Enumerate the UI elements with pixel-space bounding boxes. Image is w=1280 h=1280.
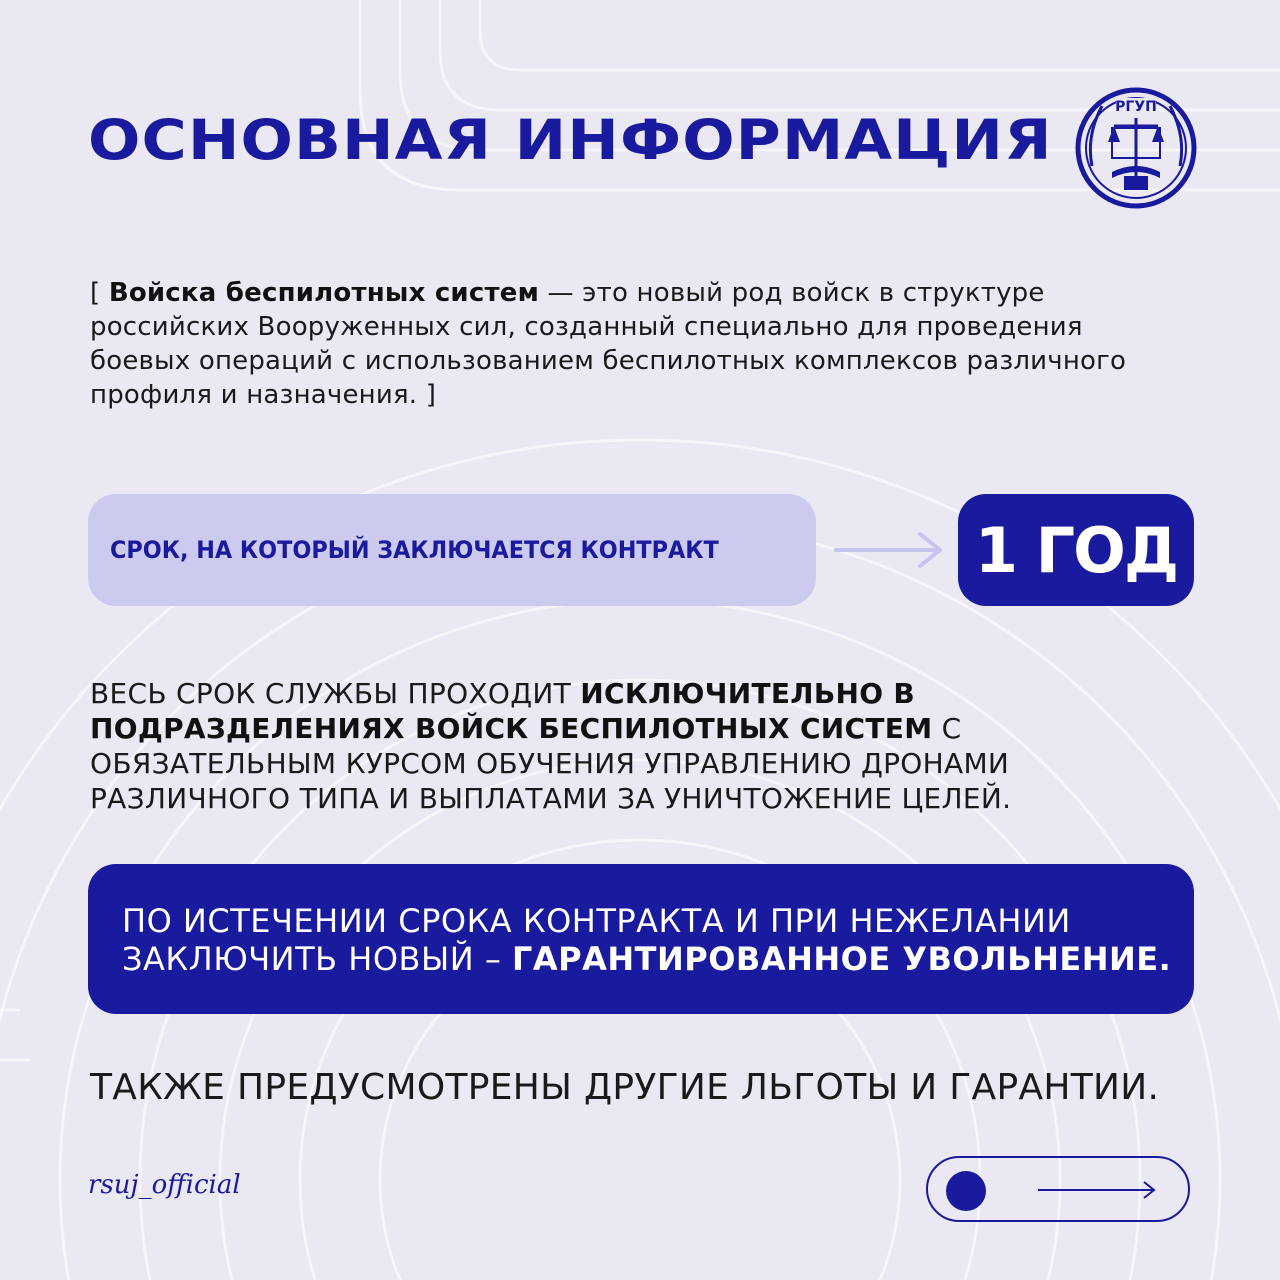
logo-text: РГУП (1115, 99, 1157, 115)
intro-text: — это новый род войск в структуре российских Вооруженных сил, созданный специально для проведения боевых операций с использованием беспилотных комплексов различного профиля и назначения. ] (90, 278, 1127, 410)
page-title: ОСНОВНАЯ ИНФОРМАЦИЯ (88, 108, 1053, 172)
next-slide-icon (1036, 1178, 1158, 1202)
next-slide-button[interactable] (926, 1156, 1190, 1222)
university-logo (1072, 76, 1200, 216)
guarantee-box (88, 864, 1194, 1014)
intro-bold-term: Войска беспилотных систем (108, 278, 540, 308)
guarantee-bold: ГАРАНТИРОВАННОЕ УВОЛЬНЕНИЕ. (512, 940, 1172, 978)
social-handle: rsuj_official (88, 1170, 241, 1200)
contract-term-value-pill (958, 494, 1194, 606)
service-bold: ИСКЛЮЧИТЕЛЬНО В ПОДРАЗДЕЛЕНИЯХ ВОЙСК БЕСПИЛОТНЫХ СИСТЕМ (90, 677, 933, 745)
guarantee-lead: ПО ИСТЕЧЕНИИ СРОКА КОНТРАКТА И ПРИ НЕЖЕЛАНИИ ЗАКЛЮЧИТЬ НОВЫЙ – (122, 902, 1071, 978)
benefits-note: ТАКЖЕ ПРЕДУСМОТРЕНЫ ДРУГИЕ ЛЬГОТЫ И ГАРАНТИИ. (90, 1067, 1160, 1108)
scales-of-justice-emblem-icon (1072, 76, 1200, 216)
contract-term-label: СРОК, НА КОТОРЫЙ ЗАКЛЮЧАЕТСЯ КОНТРАКТ (110, 536, 719, 564)
intro-bracket: [ (90, 278, 101, 308)
contract-term-value: 1 ГОД (974, 513, 1178, 587)
nav-dot-icon (946, 1171, 986, 1211)
intro-paragraph (90, 276, 1140, 412)
contract-term-label-pill (88, 494, 816, 606)
service-lead: ВЕСЬ СРОК СЛУЖБЫ ПРОХОДИТ (90, 677, 572, 710)
service-paragraph (90, 676, 1200, 816)
arrow-right-icon (834, 530, 946, 570)
service-text: С ОБЯЗАТЕЛЬНЫМ КУРСОМ ОБУЧЕНИЯ УПРАВЛЕНИЮ ДРОНАМИ РАЗЛИЧНОГО ТИПА И ВЫПЛАТАМИ ЗА УНИЧТОЖЕНИЕ ЦЕЛЕЙ. (90, 712, 1012, 815)
